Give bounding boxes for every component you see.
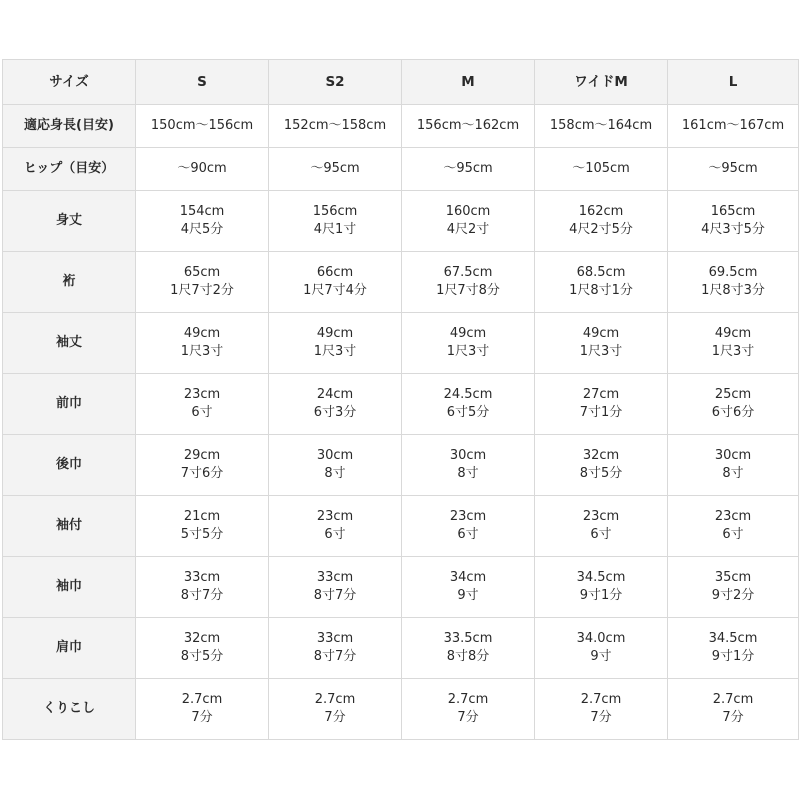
cell-s2 [269, 496, 402, 557]
cell-m [402, 557, 535, 618]
cell-m [402, 374, 535, 435]
shaku-value: 7分 [191, 710, 213, 725]
metric-value: 〜95cm [443, 161, 493, 176]
shaku-value: 8寸 [324, 466, 346, 481]
cell-l [668, 435, 799, 496]
metric-value: 162cm [578, 204, 624, 219]
metric-value: 49cm [714, 326, 752, 341]
metric-value: 156cm [312, 204, 358, 219]
cell-wide-m [535, 374, 668, 435]
cell-l [668, 313, 799, 374]
metric-value: 49cm [449, 326, 487, 341]
shaku-value: 7分 [457, 710, 479, 725]
metric-value: 〜95cm [310, 161, 360, 176]
metric-value: 160cm [445, 204, 491, 219]
cell-m [402, 105, 535, 148]
cell-m [402, 496, 535, 557]
shaku-value: 8寸5分 [579, 466, 623, 481]
cell-s2 [269, 435, 402, 496]
shaku-value: 1尺3寸 [446, 344, 490, 359]
cell-m [402, 679, 535, 740]
cell-m [402, 435, 535, 496]
cell-s [136, 105, 269, 148]
row-label: 裄 [3, 252, 136, 313]
cell-s2 [269, 618, 402, 679]
metric-value: 2.7cm [580, 692, 622, 707]
cell-l [668, 105, 799, 148]
shaku-value: 1尺7寸2分 [170, 283, 234, 298]
metric-value: 23cm [449, 509, 487, 524]
size-chart-body [3, 60, 799, 740]
row-label: ヒップ（目安） [3, 148, 136, 191]
cell-s [136, 679, 269, 740]
metric-value: 27cm [582, 387, 620, 402]
metric-value: 161cm〜167cm [681, 118, 785, 133]
cell-m [402, 252, 535, 313]
row-label: 肩巾 [3, 618, 136, 679]
metric-value: 49cm [316, 326, 354, 341]
cell-l [668, 191, 799, 252]
metric-value: 33cm [316, 570, 354, 585]
metric-value: 150cm〜156cm [150, 118, 254, 133]
shaku-value: 1尺3寸 [711, 344, 755, 359]
metric-value: 32cm [183, 631, 221, 646]
row-label: 袖巾 [3, 557, 136, 618]
column-header-wide-m: ワイドM [535, 60, 668, 105]
cell-s2 [269, 105, 402, 148]
shaku-value: 6寸5分 [446, 405, 490, 420]
column-header-m: M [402, 60, 535, 105]
metric-value: 30cm [449, 448, 487, 463]
shaku-value: 8寸 [457, 466, 479, 481]
column-header-l: L [668, 60, 799, 105]
metric-value: 66cm [316, 265, 354, 280]
cell-wide-m [535, 252, 668, 313]
metric-value: 34.0cm [576, 631, 626, 646]
row-label: くりこし [3, 679, 136, 740]
metric-value: 2.7cm [447, 692, 489, 707]
shaku-value: 1尺3寸 [313, 344, 357, 359]
metric-value: 23cm [316, 509, 354, 524]
table-row [3, 105, 799, 148]
metric-value: 2.7cm [181, 692, 223, 707]
cell-l [668, 374, 799, 435]
cell-s [136, 496, 269, 557]
metric-value: 49cm [582, 326, 620, 341]
metric-value: 69.5cm [708, 265, 758, 280]
cell-wide-m [535, 435, 668, 496]
metric-value: 24.5cm [443, 387, 493, 402]
cell-m [402, 313, 535, 374]
shaku-value: 6寸 [324, 527, 346, 542]
cell-m [402, 148, 535, 191]
table-row [3, 191, 799, 252]
cell-l [668, 252, 799, 313]
row-label: 適応身長(目安) [3, 105, 136, 148]
cell-s2 [269, 557, 402, 618]
metric-value: 23cm [714, 509, 752, 524]
metric-value: 34cm [449, 570, 487, 585]
metric-value: 21cm [183, 509, 221, 524]
shaku-value: 9寸 [590, 649, 612, 664]
metric-value: 35cm [714, 570, 752, 585]
shaku-value: 7分 [722, 710, 744, 725]
metric-value: 〜95cm [708, 161, 758, 176]
shaku-value: 8寸7分 [180, 588, 224, 603]
metric-value: 158cm〜164cm [549, 118, 653, 133]
shaku-value: 7寸1分 [579, 405, 623, 420]
shaku-value: 9寸1分 [711, 649, 755, 664]
shaku-value: 1尺3寸 [180, 344, 224, 359]
cell-l [668, 148, 799, 191]
row-label: 後巾 [3, 435, 136, 496]
metric-value: 165cm [710, 204, 756, 219]
table-row [3, 435, 799, 496]
shaku-value: 4尺3寸5分 [701, 222, 765, 237]
metric-value: 67.5cm [443, 265, 493, 280]
metric-value: 30cm [316, 448, 354, 463]
cell-s2 [269, 148, 402, 191]
metric-value: 156cm〜162cm [416, 118, 520, 133]
shaku-value: 1尺8寸1分 [569, 283, 633, 298]
table-row [3, 496, 799, 557]
shaku-value: 9寸 [457, 588, 479, 603]
metric-value: 33.5cm [443, 631, 493, 646]
cell-wide-m [535, 496, 668, 557]
shaku-value: 1尺7寸4分 [303, 283, 367, 298]
shaku-value: 5寸5分 [180, 527, 224, 542]
shaku-value: 7寸6分 [180, 466, 224, 481]
row-label: 身丈 [3, 191, 136, 252]
shaku-value: 8寸7分 [313, 588, 357, 603]
shaku-value: 9寸2分 [711, 588, 755, 603]
size-chart-table [2, 59, 799, 740]
metric-value: 32cm [582, 448, 620, 463]
shaku-value: 4尺5分 [180, 222, 224, 237]
metric-value: 154cm [179, 204, 225, 219]
shaku-value: 1尺7寸8分 [436, 283, 500, 298]
shaku-value: 7分 [590, 710, 612, 725]
shaku-value: 6寸3分 [313, 405, 357, 420]
metric-value: 〜105cm [572, 161, 630, 176]
shaku-value: 8寸 [722, 466, 744, 481]
shaku-value: 8寸7分 [313, 649, 357, 664]
shaku-value: 6寸 [457, 527, 479, 542]
cell-s [136, 252, 269, 313]
metric-value: 33cm [316, 631, 354, 646]
metric-value: 152cm〜158cm [283, 118, 387, 133]
metric-value: 24cm [316, 387, 354, 402]
cell-l [668, 496, 799, 557]
table-row [3, 679, 799, 740]
metric-value: 23cm [183, 387, 221, 402]
cell-wide-m [535, 105, 668, 148]
cell-wide-m [535, 618, 668, 679]
table-row [3, 374, 799, 435]
row-label: 袖付 [3, 496, 136, 557]
metric-value: 34.5cm [576, 570, 626, 585]
cell-m [402, 191, 535, 252]
table-row [3, 557, 799, 618]
metric-value: 68.5cm [576, 265, 626, 280]
cell-s [136, 191, 269, 252]
cell-s2 [269, 374, 402, 435]
column-header-s: S [136, 60, 269, 105]
shaku-value: 8寸8分 [446, 649, 490, 664]
shaku-value: 7分 [324, 710, 346, 725]
cell-wide-m [535, 191, 668, 252]
cell-s2 [269, 679, 402, 740]
corner-header: サイズ [3, 60, 136, 105]
cell-s [136, 435, 269, 496]
metric-value: 25cm [714, 387, 752, 402]
cell-wide-m [535, 148, 668, 191]
cell-wide-m [535, 679, 668, 740]
cell-s [136, 313, 269, 374]
metric-value: 29cm [183, 448, 221, 463]
metric-value: 65cm [183, 265, 221, 280]
table-row [3, 148, 799, 191]
row-label: 袖丈 [3, 313, 136, 374]
table-row [3, 313, 799, 374]
cell-s [136, 618, 269, 679]
cell-s2 [269, 252, 402, 313]
column-header-s2: S2 [269, 60, 402, 105]
cell-s2 [269, 191, 402, 252]
metric-value: 33cm [183, 570, 221, 585]
cell-s2 [269, 313, 402, 374]
cell-m [402, 618, 535, 679]
cell-s [136, 374, 269, 435]
table-row [3, 618, 799, 679]
header-row [3, 60, 799, 105]
shaku-value: 8寸5分 [180, 649, 224, 664]
metric-value: 34.5cm [708, 631, 758, 646]
row-label: 前巾 [3, 374, 136, 435]
table-row [3, 252, 799, 313]
cell-s [136, 148, 269, 191]
shaku-value: 1尺8寸3分 [701, 283, 765, 298]
shaku-value: 6寸6分 [711, 405, 755, 420]
cell-wide-m [535, 313, 668, 374]
shaku-value: 1尺3寸 [579, 344, 623, 359]
shaku-value: 6寸 [722, 527, 744, 542]
metric-value: 〜90cm [177, 161, 227, 176]
cell-wide-m [535, 557, 668, 618]
cell-l [668, 557, 799, 618]
shaku-value: 4尺1寸 [313, 222, 357, 237]
shaku-value: 4尺2寸5分 [569, 222, 633, 237]
metric-value: 23cm [582, 509, 620, 524]
metric-value: 30cm [714, 448, 752, 463]
shaku-value: 6寸 [191, 405, 213, 420]
cell-s [136, 557, 269, 618]
shaku-value: 9寸1分 [579, 588, 623, 603]
metric-value: 49cm [183, 326, 221, 341]
shaku-value: 6寸 [590, 527, 612, 542]
cell-l [668, 618, 799, 679]
shaku-value: 4尺2寸 [446, 222, 490, 237]
cell-l [668, 679, 799, 740]
metric-value: 2.7cm [314, 692, 356, 707]
metric-value: 2.7cm [712, 692, 754, 707]
